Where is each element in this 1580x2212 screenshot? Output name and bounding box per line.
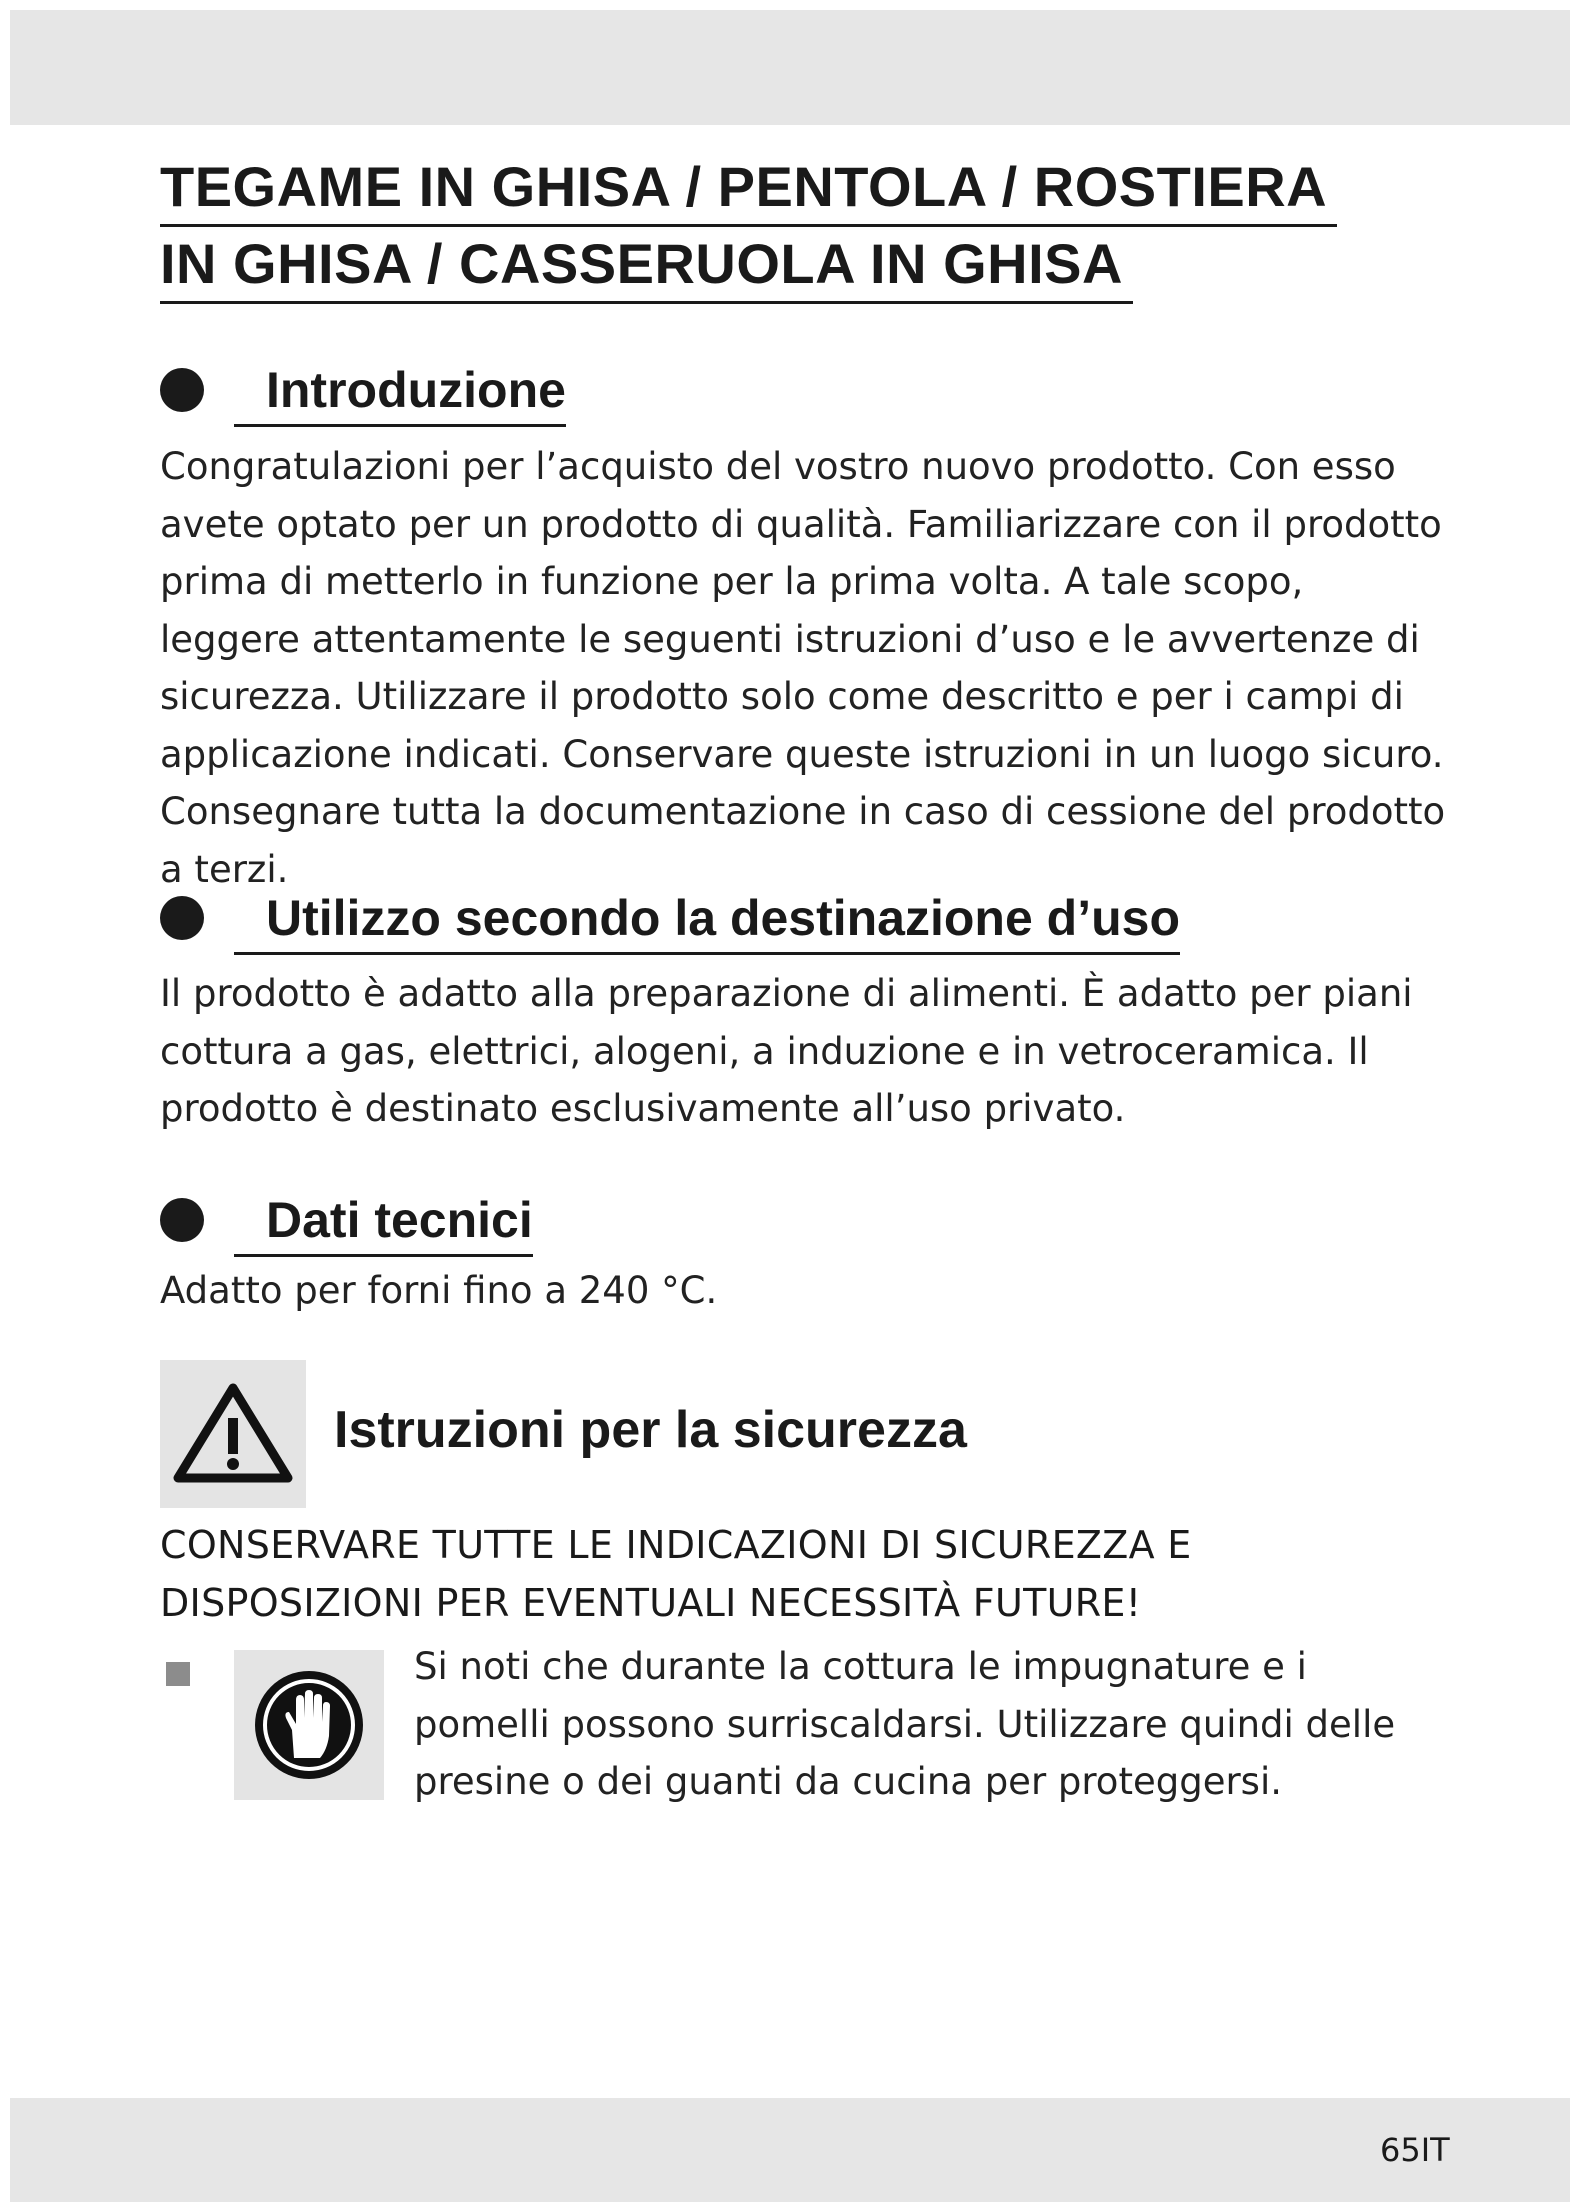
heading-text: Utilizzo secondo la destinazione d’uso — [234, 888, 1180, 955]
title-line-1: TEGAME IN GHISA / PENTOLA / ROSTIERA — [160, 150, 1337, 227]
heading-utilizzo — [160, 888, 1180, 955]
list-bullet-square — [166, 1662, 190, 1686]
warning-triangle-icon — [160, 1360, 306, 1508]
heading-dati-tecnici — [160, 1190, 533, 1257]
footer-band — [10, 2098, 1570, 2202]
intro-paragraph: Congratulazioni per l’acquisto del vostro nuovo prodotto. Con esso avete optato per un prodotto di qualità. Familiarizzare con il prodotto prima di metterlo in funzione per la prima volta. A tale scopo, leggere attentamente le seguenti istruzioni d’uso e le avvertenze di sicurezza. Utilizzare il prodotto solo come descritto e per i campi di applicazione indicati. Conservare queste istruzioni in un luogo sicuro. Consegnare tutta la documentazione in caso di cessione del prodotto a terzi. — [160, 445, 1446, 891]
gloves-icon — [234, 1650, 384, 1800]
header-band — [10, 10, 1570, 125]
safety-notice: CONSERVARE TUTTE LE INDICAZIONI DI SICUREZZA E DISPOSIZIONI PER EVENTUALI NECESSITÀ FUTURE! — [160, 1523, 1192, 1625]
heading-bullet — [160, 368, 204, 412]
heading-bullet — [160, 896, 204, 940]
title-line-2: IN GHISA / CASSERUOLA IN GHISA — [160, 227, 1133, 304]
heading-bullet — [160, 1198, 204, 1242]
safety-heading: Istruzioni per la sicurezza — [334, 1401, 967, 1459]
heading-introduzione — [160, 360, 566, 427]
tech-paragraph: Adatto per forni fino a 240 °C. — [160, 1269, 718, 1312]
intended-use-paragraph: Il prodotto è adatto alla preparazione di alimenti. È adatto per piani cottura a gas, elettrici, alogeni, a induzione e in vetroceramica. Il prodotto è destinato esclusivamente all’uso privato. — [160, 972, 1413, 1130]
heading-text: Introduzione — [234, 360, 566, 427]
document-title — [160, 150, 1430, 304]
page-number: 65IT — [1380, 2131, 1450, 2169]
heading-text: Dati tecnici — [234, 1190, 533, 1257]
safety-item-text: Si noti che durante la cottura le impugnature e i pomelli possono surriscaldarsi. Utilizzare quindi delle presine o dei guanti da cucina per proteggersi. — [414, 1645, 1396, 1803]
